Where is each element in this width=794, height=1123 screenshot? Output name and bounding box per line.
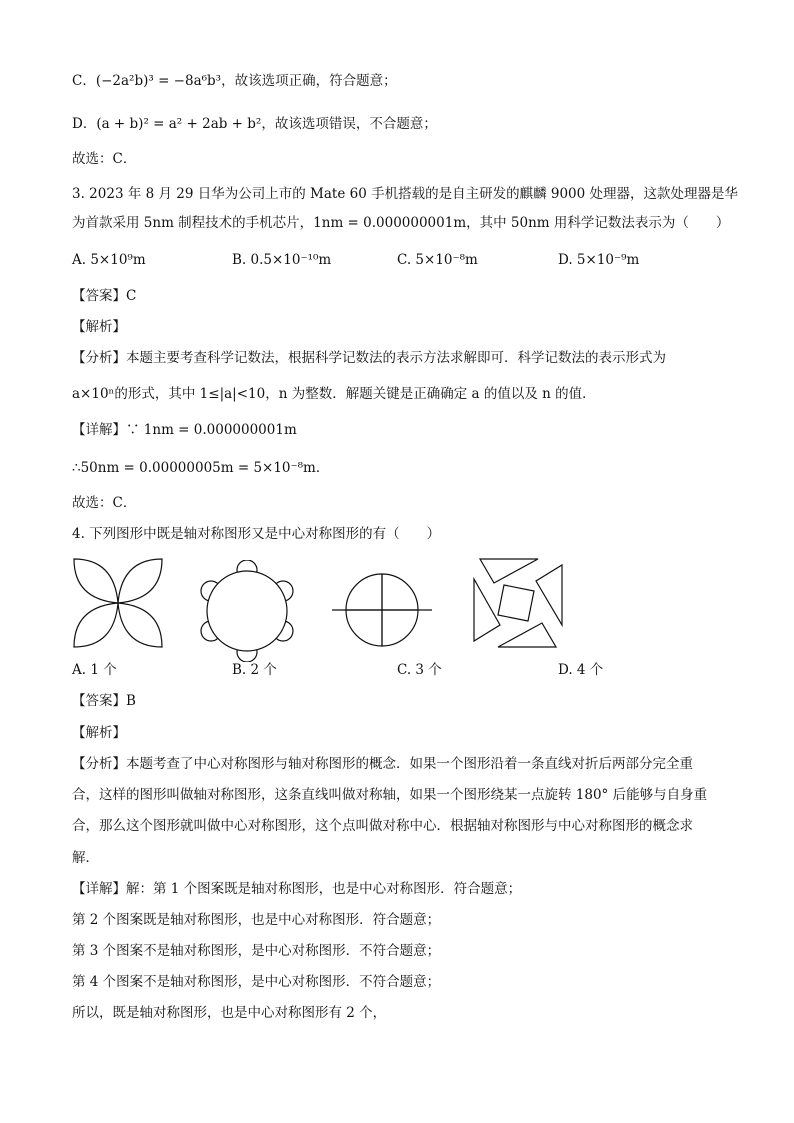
q3-option-c: C. 5×10⁻⁸m: [397, 252, 478, 268]
q4-fenxi-line-3: 合，那么这个图形就叫做中心对称图形，这个点叫做对称中心．根据轴对称图形与中心对称图形的概念求: [72, 818, 693, 834]
q3-xiangjie-line-1: 【详解】∵ 1nm = 0.000000001m: [72, 422, 297, 438]
pinwheel-figure: [332, 572, 432, 652]
q4-fenxi-line-2: 合，这样的图形叫做轴对称图形，这条直线叫做对称轴，如果一个图形绕某一点旋转 180° 后能够与自身重: [72, 787, 708, 803]
q4-option-c: C. 3 个: [397, 662, 442, 678]
q3-analysis-label: 【解析】: [72, 319, 126, 335]
q3-option-b: B. 0.5×10⁻¹⁰m: [232, 252, 332, 268]
q3-fenxi-line-1: 【分析】本题主要考查科学记数法，根据科学记数法的表示方法求解即可．科学记数法的表示形式为: [72, 350, 666, 366]
circle-with-semicircles-figure: [196, 560, 298, 662]
q2-option-c-explanation: C．(−2a²b)³ = −8a⁶b³，故该选项正确，符合题意；: [72, 73, 397, 89]
q4-xiangjie-line-1: 【详解】解：第 1 个图案既是轴对称图形，也是中心对称图形．符合题意；: [72, 881, 522, 897]
q4-fenxi-line-1: 【分析】本题考查了中心对称图形与轴对称图形的概念．如果一个图形沿着一条直线对折后两部分完全重: [72, 756, 693, 772]
q3-option-a: A. 5×10⁹m: [72, 252, 146, 268]
q4-option-a: A. 1 个: [72, 662, 117, 678]
q4-xiangjie-line-4: 第 4 个图案不是轴对称图形，是中心对称图形．不符合题意；: [72, 974, 441, 990]
q4-fenxi-line-4: 解．: [72, 850, 99, 866]
q4-analysis-label: 【解析】: [72, 725, 126, 741]
q2-option-d-explanation: D．(a + b)² = a² + 2ab + b²，故该选项错误，不合题意；: [72, 116, 437, 132]
q2-choose: 故选：C．: [72, 151, 137, 167]
q3-option-d: D. 5×10⁻⁹m: [558, 252, 640, 268]
q4-stem: 4. 下列图形中既是轴对称图形又是中心对称图形的有（ ）: [72, 526, 441, 542]
q4-conclusion: 所以，既是轴对称图形，也是中心对称图形有 2 个，: [72, 1005, 387, 1021]
q3-fenxi-line-2: a×10ⁿ的形式，其中 1≤|a|<10，n 为整数．解题关键是正确确定 a 的值以及 n 的值．: [72, 386, 596, 402]
triangles-square-figure: [470, 555, 566, 651]
q3-xiangjie-line-2: ∴50nm = 0.00000005m = 5×10⁻⁸m．: [72, 460, 330, 476]
q4-xiangjie-line-2: 第 2 个图案既是轴对称图形，也是中心对称图形．符合题意；: [72, 912, 441, 928]
q3-answer: 【答案】C: [72, 288, 137, 304]
q3-choose: 故选：C．: [72, 495, 137, 511]
q3-stem-line-1: 3. 2023 年 8 月 29 日华为公司上市的 Mate 60 手机搭载的是自主研发的麒麟 9000 处理器，这款处理器是华: [72, 186, 739, 202]
q4-xiangjie-line-3: 第 3 个图案不是轴对称图形，是中心对称图形．不符合题意；: [72, 943, 441, 959]
q4-option-d: D. 4 个: [558, 662, 604, 678]
q3-stem-line-2: 为首款采用 5nm 制程技术的手机芯片，1nm = 0.000000001m，其中 50nm 用科学记数法表示为（ ）: [72, 215, 730, 231]
four-petal-flower-figure: [70, 555, 166, 651]
q4-option-b: B. 2 个: [232, 662, 277, 678]
q4-answer: 【答案】B: [72, 693, 136, 709]
